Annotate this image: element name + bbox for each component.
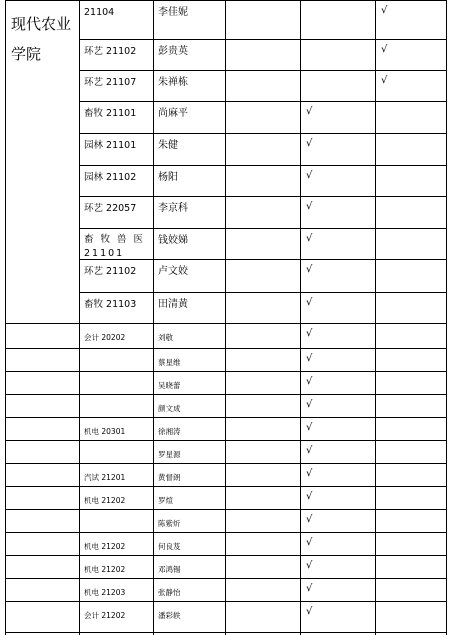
table-vertical-rule <box>300 0 301 635</box>
class-cell: 会计 21202 <box>84 611 126 620</box>
table-horizontal-rule <box>5 532 447 533</box>
table-horizontal-rule <box>5 463 447 464</box>
student-name: 朱健 <box>158 140 178 151</box>
class-cell: 机电 21203 <box>84 588 126 597</box>
class-cell: 园林 21102 <box>84 172 137 183</box>
class-cell: 畜牧 21103 <box>84 299 137 310</box>
check-mark: √ <box>306 138 313 149</box>
table-horizontal-rule <box>5 555 447 556</box>
table-vertical-rule <box>5 0 6 635</box>
check-mark: √ <box>381 44 388 55</box>
table-horizontal-rule <box>5 0 447 1</box>
student-name: 尚麻平 <box>158 108 188 119</box>
table-horizontal-rule <box>5 440 447 441</box>
check-mark: √ <box>306 583 313 594</box>
check-mark: √ <box>306 606 313 617</box>
table-vertical-rule <box>446 0 447 635</box>
student-name: 李京科 <box>158 203 188 214</box>
class-cell: 畜 牧 兽 医 21101 <box>84 234 146 259</box>
table-horizontal-rule <box>79 228 447 229</box>
check-mark: √ <box>306 106 313 117</box>
check-mark: √ <box>306 376 313 387</box>
table-vertical-rule <box>225 0 226 635</box>
student-name: 杨阳 <box>158 172 178 183</box>
table-horizontal-rule <box>5 601 447 602</box>
table-horizontal-rule <box>79 133 447 134</box>
student-name: 蔡星维 <box>158 358 181 367</box>
class-cell: 机电 21202 <box>84 565 126 574</box>
check-mark: √ <box>306 445 313 456</box>
student-name: 钱姣娣 <box>158 235 188 246</box>
check-mark: √ <box>381 75 388 86</box>
class-cell: 园林 21101 <box>84 140 137 151</box>
check-mark: √ <box>306 297 313 308</box>
class-cell: 畜牧 21101 <box>84 108 137 119</box>
table-horizontal-rule <box>79 39 447 40</box>
table-vertical-rule <box>153 0 154 635</box>
table-horizontal-rule <box>5 509 447 510</box>
class-cell: 机电 21202 <box>84 542 126 551</box>
college-name-line-2: 学院 <box>11 45 42 63</box>
student-name: 潘彩轶 <box>158 611 181 620</box>
check-mark: √ <box>306 201 313 212</box>
class-cell: 会计 20202 <box>84 333 126 342</box>
student-name: 徐湘涛 <box>158 427 181 436</box>
check-mark: √ <box>306 537 313 548</box>
table-horizontal-rule <box>5 486 447 487</box>
table-horizontal-rule <box>5 578 447 579</box>
table-vertical-rule <box>79 0 80 635</box>
table-horizontal-rule <box>5 394 447 395</box>
table-horizontal-rule <box>5 371 447 372</box>
table-horizontal-rule <box>79 70 447 71</box>
student-name: 李佳妮 <box>158 7 188 18</box>
table-horizontal-rule <box>79 165 447 166</box>
class-cell: 环艺 21107 <box>84 77 137 88</box>
student-name: 颜文成 <box>158 404 181 413</box>
student-name: 何良芨 <box>158 542 181 551</box>
class-cell: 机电 21202 <box>84 496 126 505</box>
student-name: 黄督朗 <box>158 473 181 482</box>
check-mark: √ <box>306 422 313 433</box>
check-mark: √ <box>306 560 313 571</box>
college-name-line-1: 现代农业 <box>11 15 72 33</box>
class-cell: 汽试 21201 <box>84 473 126 482</box>
check-mark: √ <box>306 233 313 244</box>
check-mark: √ <box>306 468 313 479</box>
check-mark: √ <box>306 328 313 339</box>
check-mark: √ <box>306 264 313 275</box>
student-name: 张静怡 <box>158 588 181 597</box>
check-mark: √ <box>306 514 313 525</box>
check-mark: √ <box>306 399 313 410</box>
student-name: 吴晓蕾 <box>158 381 181 390</box>
student-name: 朱禅栋 <box>158 77 188 88</box>
student-name: 罗星源 <box>158 450 181 459</box>
class-cell: 机电 20301 <box>84 427 126 436</box>
table-horizontal-rule <box>5 417 447 418</box>
class-cell: 21104 <box>84 7 115 18</box>
check-mark: √ <box>381 5 388 16</box>
student-name: 彭贵英 <box>158 46 188 57</box>
check-mark: √ <box>306 491 313 502</box>
student-name: 邓鸿锡 <box>158 565 181 574</box>
college-name <box>11 9 71 69</box>
student-name: 卢文姣 <box>158 266 188 277</box>
student-name: 田清黄 <box>158 299 188 310</box>
table-horizontal-rule <box>79 196 447 197</box>
student-name: 陈紫炘 <box>158 519 181 528</box>
student-name: 罗煊 <box>158 496 173 505</box>
table-horizontal-rule <box>5 632 447 633</box>
table-horizontal-rule <box>79 101 447 102</box>
table-horizontal-rule <box>5 348 447 349</box>
student-name: 刘敬 <box>158 333 173 342</box>
class-cell: 环艺 22057 <box>84 203 137 214</box>
table-vertical-rule <box>375 0 376 635</box>
check-mark: √ <box>306 353 313 364</box>
check-mark: √ <box>306 170 313 181</box>
class-cell: 环艺 21102 <box>84 46 137 57</box>
table-horizontal-rule <box>79 292 447 293</box>
table-horizontal-rule <box>5 323 447 324</box>
class-cell: 环艺 21102 <box>84 266 137 277</box>
